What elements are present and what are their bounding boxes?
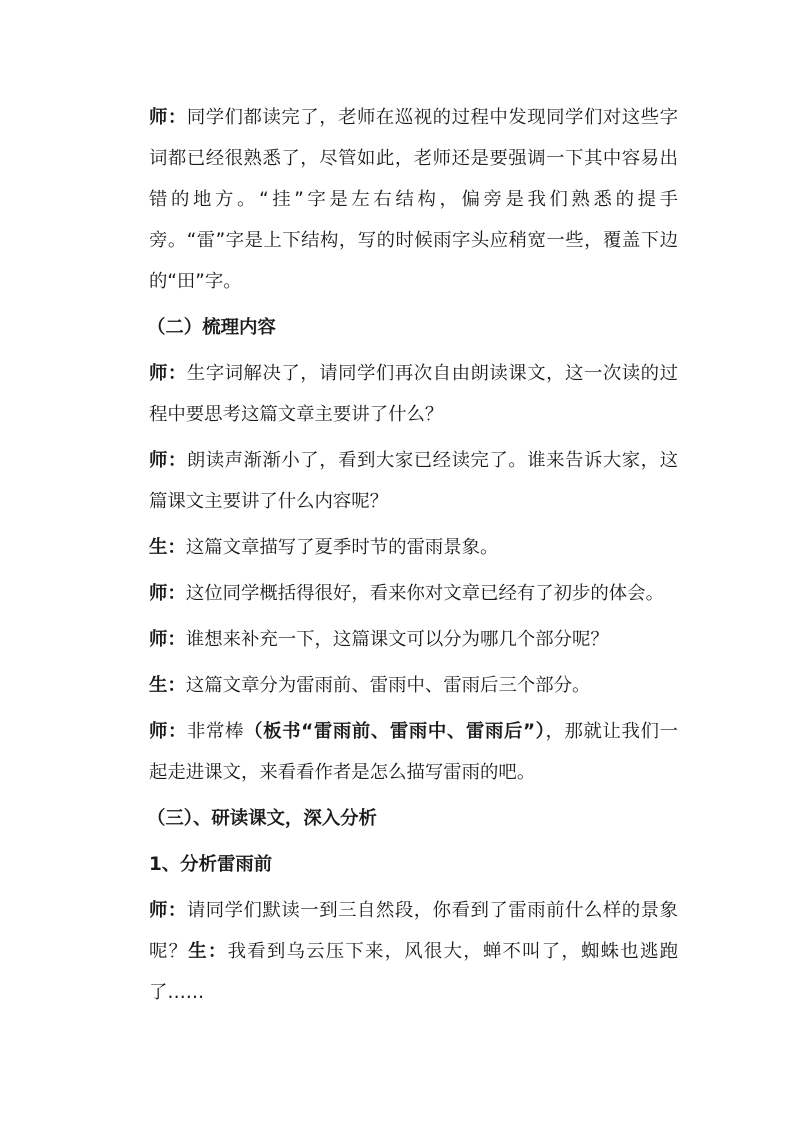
paragraph-text: 这篇文章分为雷雨前、雷雨中、雷雨后三个部分。 — [185, 675, 591, 696]
section-heading: （三）、研读课文，深入分析 — [147, 808, 377, 829]
paragraph-text: 非常棒 — [187, 721, 245, 742]
paragraph-text: 朗读声渐渐小了，看到大家已经读完了。谁来告诉大家，这篇课文主要讲了什么内容呢？ — [149, 450, 678, 512]
paragraph-text: 这位同学概括得很好，看来你对文章已经有了初步的体会。 — [185, 583, 664, 604]
paragraph — [149, 890, 678, 1013]
speaker-label: 师： — [149, 629, 186, 650]
paragraph-text: 生字词解决了，请同学们再次自由朗读课文，这一次读的过程中要思考这篇文章主要讲了什么？ — [149, 363, 678, 425]
speaker-label: 师： — [149, 450, 187, 471]
paragraph — [149, 665, 678, 706]
paragraph — [149, 573, 678, 614]
board-note: （板书“雷雨前、雷雨中、雷雨后”） — [244, 721, 546, 742]
section-heading: （二）梳理内容 — [147, 317, 276, 338]
subsection-heading: 1、分析雷雨前 — [149, 854, 273, 875]
paragraph-text: ，那就让我们一起走进课文，来看看作者是怎么描写雷雨的吧。 — [149, 721, 678, 783]
paragraph-text: 请同学们默读一到三自然段，你看到了雷雨前什么样的景象呢？ — [149, 900, 678, 962]
paragraph — [149, 353, 678, 435]
paragraph-text: 同学们都读完了，老师在巡视的过程中发现同学们对这些字词都已经很熟悉了，尽管如此，老师还是要强调一下其中容易出错的地方。“挂”字是左右结构，偏旁是我们熟悉的提手旁。“雷”字是上下结构，写的时候雨字头应稍宽一些，覆盖下边的“田”字。 — [149, 107, 678, 292]
speaker-label: 师： — [149, 900, 187, 921]
paragraph — [149, 619, 678, 660]
speaker-label: 生： — [149, 537, 186, 558]
paragraph — [149, 711, 678, 793]
speaker-label: 生： — [149, 675, 186, 696]
speaker-label: 师： — [149, 107, 187, 128]
paragraph-text: 我看到乌云压下来，风很大，蝉不叫了，蜘蛛也逃跑了…… — [149, 941, 678, 1003]
paragraph — [149, 440, 678, 522]
speaker-label: 师： — [149, 583, 186, 604]
speaker-label: 师： — [149, 721, 188, 742]
speaker-label: 师： — [149, 363, 187, 384]
paragraph-text: 谁想来补充一下，这篇课文可以分为哪几个部分呢？ — [185, 629, 609, 650]
paragraph-text: 这篇文章描写了夏季时节的雷雨景象。 — [185, 537, 499, 558]
paragraph — [149, 527, 678, 568]
speaker-label: 生： — [188, 941, 228, 962]
paragraph — [149, 97, 678, 302]
